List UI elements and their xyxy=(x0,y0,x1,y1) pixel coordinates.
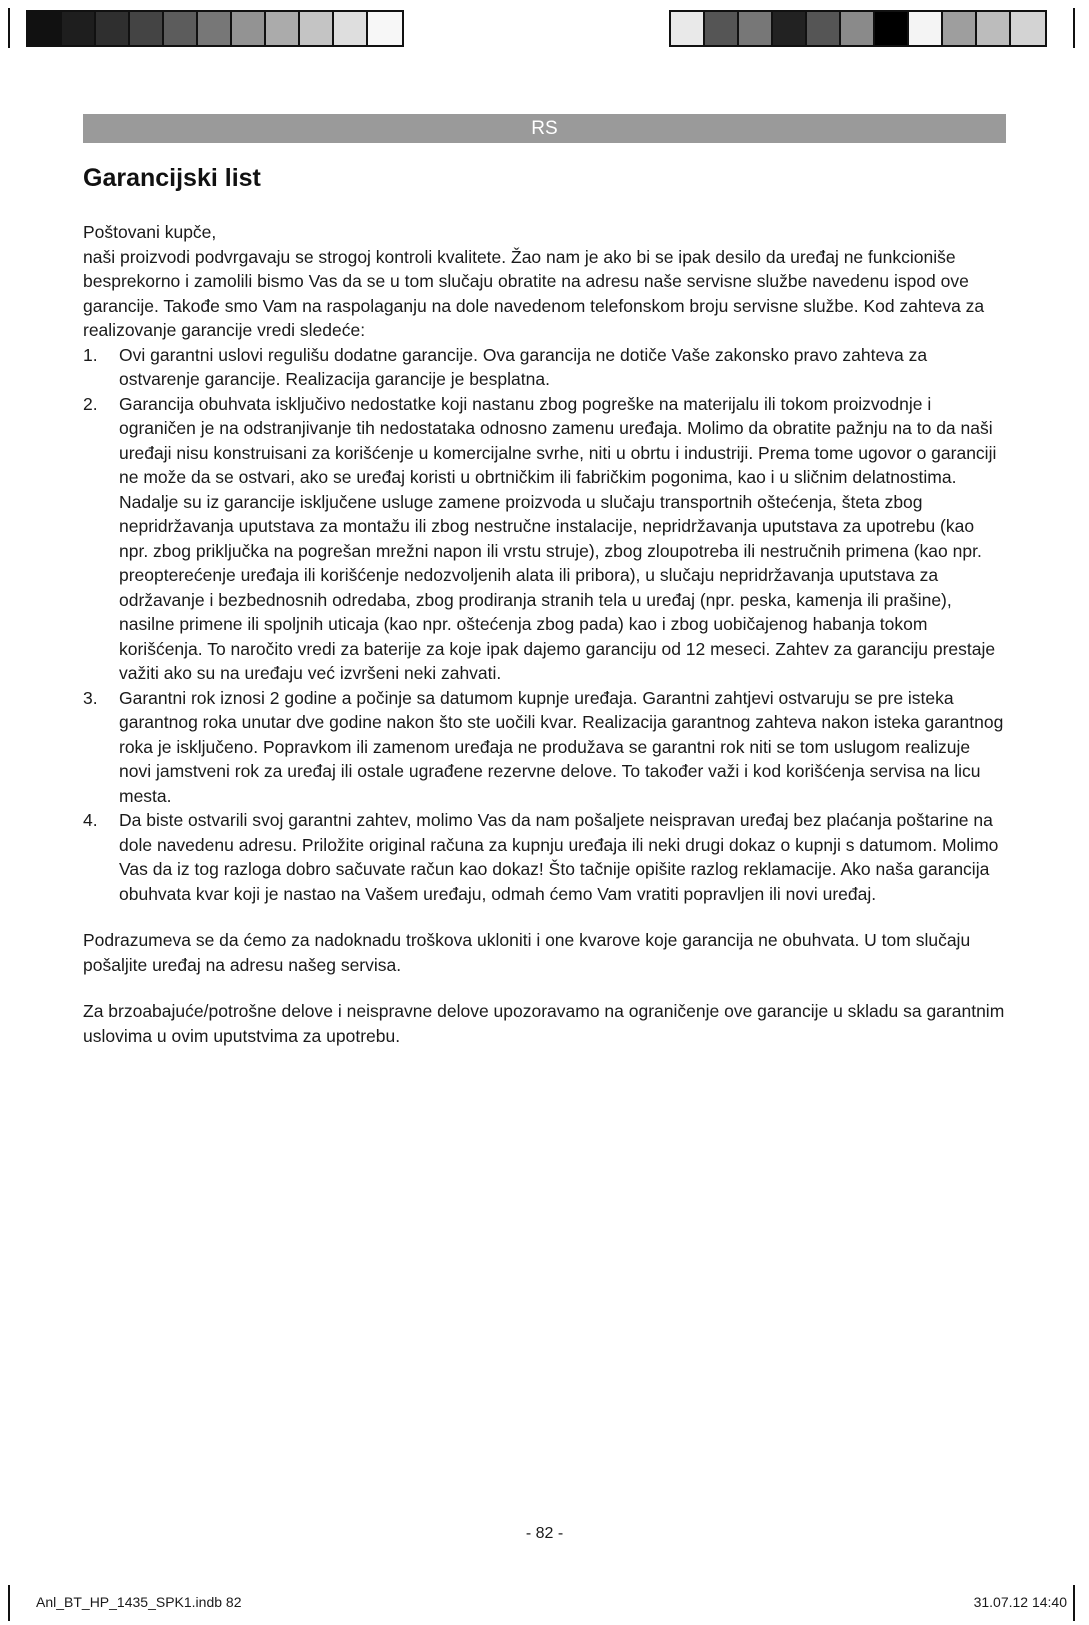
warranty-body xyxy=(83,220,1006,1048)
color-swatch xyxy=(1011,12,1045,45)
intro-paragraph: naši proizvodi podvrgavaju se strogoj kontroli kvalitete. Žao nam je ako bi se ipak desilo da uređaj ne funkcioniše besprekorno i zamolili bismo Vas da se u tom slučaju obratite na adresu naše servisne službe navedenu ispod ove garancije. Takođe smo Vam na raspolaganju na dole navedenom telefonskom broju servisne službe. Kod zahteva za realizovanje garancije vredi sledeće: xyxy=(83,246,985,340)
list-item-number: 3. xyxy=(83,687,98,708)
color-swatch xyxy=(705,12,739,45)
color-swatch xyxy=(807,12,841,45)
color-swatch xyxy=(739,12,773,45)
list-item-text: Garantni rok iznosi 2 godine a počinje sa datumom kupnje uređaja. Garantni zahtjevi ostvaruju se pre isteka garantnog roka unutar dve godine nakon što ste uočili kvar. Realizacija garantnog zahteva nakon isteka garantnog roka je isključeno. Popravkom ili zamenom uređaja ne produžava se garantni rok niti se tom uslugom realizuje novi jamstveni rok za uređaj ili ostale ugrađene rezervne delove. To također važi i kod korišćenja servisa na licu mesta. xyxy=(119,687,1004,806)
list-item-number: 1. xyxy=(83,344,98,365)
list-item xyxy=(83,686,1006,809)
color-swatch xyxy=(130,12,164,45)
language-code: RS xyxy=(531,118,558,139)
footer-file-info: Anl_BT_HP_1435_SPK1.indb 82 xyxy=(36,1594,242,1610)
color-swatch xyxy=(232,12,266,45)
page-number: - 82 - xyxy=(525,1525,564,1542)
crop-mark-bottom-right xyxy=(1073,1585,1075,1621)
color-swatch xyxy=(96,12,130,45)
color-swatch xyxy=(198,12,232,45)
warranty-conditions-list xyxy=(83,343,1006,907)
greeting: Poštovani kupče, xyxy=(83,222,217,242)
color-swatch xyxy=(943,12,977,45)
color-swatch xyxy=(62,12,96,45)
color-swatch xyxy=(266,12,300,45)
color-swatch xyxy=(977,12,1011,45)
list-item-text: Garancija obuhvata isključivo nedostatke koji nastanu zbog pogreške na materijalu ili tokom proizvodnje i ograničen je na odstranjivanje tih nedostataka odnosno zamenu uređaja. Molimo da obratite pažnju na to da naši uređaji nisu konstruisani za korišćenje u komercijalne svrhe, niti u obrtu i industriji. Prema tome ugovor o garanciji ne može da se ostvari, ako se uređaj koristi u obrtničkim ili fabričkim pogonima, kao i u sličnim delatnostima. Nadalje su iz garancije isključene usluge zamene proizvoda u slučaju transportnih oštećenja, šteta zbog nepridržavanja uputstava za montažu ili zbog nestručne instalacije, nepridržavanja uputstava za upotrebu (kao npr. zbog priključka na pogrešan mrežni napon ili vrstu struje), zbog zloupotreba ili nestručnih primena (kao npr. preopterećenje uređaja ili korišćenje nedozvoljenih alata ili pribora), u slučaju nepridržavanja uputstava za održavanje i bezbednosnih odredaba, zbog prodiranja stranih tela u uređaj (npr. peska, kamenja ili prašine), nasilne primene ili spoljnih uticaja (kao npr. oštećenja zbog pada) kao i zbog uobičajenog habanja tokom korišćenja. To naročito vredi za baterije za koje ipak dajemo garanciju od 12 meseci. Zahtev za garanciju prestaje važiti ako su na uređaju već izvršeni neki zahvati. xyxy=(119,393,997,683)
color-swatch xyxy=(334,12,368,45)
repair-costs-paragraph: Podrazumeva se da ćemo za nadoknadu troškova ukloniti i one kvarove koje garancija ne obuhvata. U tom slučaju pošaljite uređaj na adresu našeg servisa. xyxy=(83,930,971,975)
wear-parts-paragraph: Za brzoabajuće/potrošne delove i neispravne delove upozoravamo na ograničenje ove garancije u skladu sa garantnim uslovima u ovim uputstvima za upotrebu. xyxy=(83,1001,1005,1046)
color-swatch xyxy=(875,12,909,45)
crop-mark-top-right xyxy=(1073,8,1075,48)
color-swatch xyxy=(368,12,402,45)
list-item xyxy=(83,343,1006,392)
color-swatch xyxy=(28,12,62,45)
footer-datetime: 31.07.12 14:40 xyxy=(973,1594,1067,1610)
page-title: Garancijski list xyxy=(83,164,261,192)
list-item-text: Ovi garantni uslovi regulišu dodatne garancije. Ova garancija ne dotiče Vaše zakonsko pravo zahteva za ostvarenje garancije. Realizacija garancije je besplatna. xyxy=(119,344,928,389)
color-calibration-bar-left xyxy=(26,10,404,47)
list-item xyxy=(83,808,1006,906)
list-item-number: 2. xyxy=(83,393,98,414)
color-swatch xyxy=(841,12,875,45)
crop-mark-top-left xyxy=(8,8,10,48)
color-swatch xyxy=(671,12,705,45)
crop-mark-bottom-left xyxy=(8,1585,10,1621)
list-item-number: 4. xyxy=(83,810,98,830)
list-item xyxy=(83,392,1006,686)
color-calibration-bar-right xyxy=(669,10,1047,47)
language-section-band xyxy=(83,114,1006,143)
color-swatch xyxy=(300,12,334,45)
color-swatch xyxy=(909,12,943,45)
list-item-text: Da biste ostvarili svoj garantni zahtev, molimo Vas da nam pošaljete neispravan uređaj bez plaćanja poštarine na dole navedenu adresu. Priložite original računa za kupnju uređaja ili neki drugi dokaz o kupnji s datumom. Molimo Vas da iz tog razloga dobro sačuvate račun kao dokaz! Što tačnije opišite razlog reklamacije. Ako naša garancija obuhvata kvar koji je nastao na Vašem uređaju, odmah ćemo Vam vratiti popravljen ili novi uređaj. xyxy=(119,810,999,904)
color-swatch xyxy=(164,12,198,45)
color-swatch xyxy=(773,12,807,45)
